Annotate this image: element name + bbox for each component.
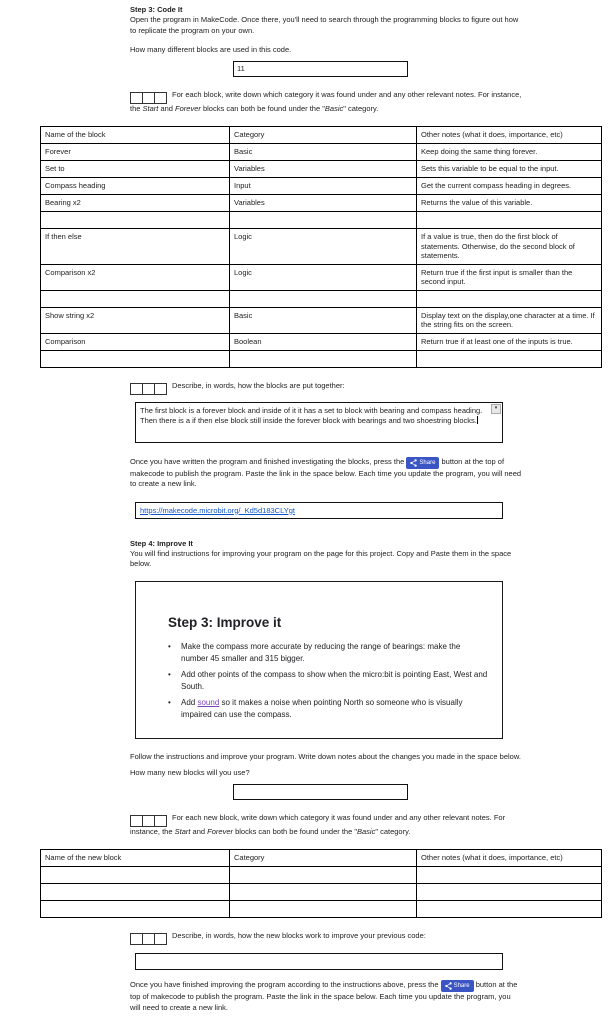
rubric-checkbox-trio [130,815,166,827]
bullet-icon: • [168,697,171,707]
cell-notes[interactable]: Get the current compass heading in degrees. [417,178,602,195]
cell-notes[interactable] [417,350,602,367]
share-icon [445,982,452,990]
share-button-label: Share [419,459,436,466]
describe-new-input[interactable] [135,953,503,970]
table-row [41,307,602,333]
sound-link[interactable]: sound [197,697,220,707]
rubric-checkbox-trio [130,383,166,395]
col-header: Other notes (what it does, importance, etc) [417,127,602,144]
table-header-row [41,127,602,144]
rubric-checkbox-cell[interactable] [154,383,167,395]
cell-notes[interactable]: Sets this variable to be equal to the input. [417,161,602,178]
cell-name[interactable]: Comparison x2 [41,264,230,290]
step4-title: Step 4: Improve It [130,538,193,548]
new-blocks-table [40,849,602,918]
table-row-empty [41,884,602,901]
cell-category[interactable] [230,867,417,884]
cell-category[interactable]: Variables [230,161,417,178]
cell-name[interactable]: Comparison [41,333,230,350]
share-paragraph-1: Once you have written the program and finished investigating the blocks, press the Share button at the top of makecode to publish the program. Paste the link in the space below. Each time you update the program, you will need to create a new link. [130,456,522,488]
cell-name[interactable] [41,901,230,918]
new-blocks-question: How many new blocks will you use? [130,768,250,777]
cell-name[interactable] [41,884,230,901]
share-button[interactable] [406,457,439,469]
cell-name[interactable]: Bearing x2 [41,195,230,212]
describe-prompt-row [130,381,522,395]
cell-name[interactable] [41,867,230,884]
describe-prompt: Describe, in words, how the blocks are put together: [172,380,345,390]
table-header-row [41,850,602,867]
table-row [41,264,602,290]
for-each-block-note: For each block, write down which category it was found under and any other relevant notes. For instance, the Start and Forever blocks can both be found under the "Basic" category. [130,89,522,113]
cell-notes[interactable]: Return true if at least one of the inputs is true. [417,333,602,350]
cell-category[interactable]: Input [230,178,417,195]
cell-category[interactable] [230,290,417,307]
table-row [41,229,602,265]
for-each-new-block-note: For each new block, write down which category it was found under and any other relevant notes. For instance, the Start and Forever blocks can both be found under the "Basic" category. [130,812,506,836]
text-cursor [477,416,478,424]
cell-category[interactable] [230,901,417,918]
bullet-item: • Add sound so it makes a noise when pointing North so someone who is visually impaired can use the compass. [168,697,488,722]
new-blocks-count-input[interactable] [233,784,408,800]
follow-paragraph: Follow the instructions and improve your program. Write down notes about the changes you made in the space below. [130,751,521,761]
cell-category[interactable]: Logic [230,264,417,290]
cell-name[interactable]: If then else [41,229,230,265]
cell-notes[interactable] [417,901,602,918]
bullet-item: • Make the compass more accurate by reducing the range of bearings: make the number 45 smaller and 315 bigger. [168,641,488,666]
cell-category[interactable]: Logic [230,229,417,265]
table-row [41,333,602,350]
cell-name[interactable] [41,212,230,229]
bullet-icon: • [168,641,171,651]
makecode-link[interactable]: https://makecode.microbit.org/_Kd5d183CLYgt [140,505,295,515]
table-row [41,144,602,161]
pasted-instructions-box [135,581,503,739]
cell-category[interactable]: Variables [230,195,417,212]
cell-category[interactable] [230,350,417,367]
col-header: Name of the new block [41,850,230,867]
rubric-checkbox-cell[interactable] [154,92,167,104]
col-header: Category [230,850,417,867]
blocks-table [40,126,602,368]
rubric-checkbox-cell[interactable] [154,933,167,945]
cell-notes[interactable]: Display text on the display,one character at a time. If the string fits on the screen. [417,307,602,333]
cell-category[interactable] [230,212,417,229]
pasted-heading: Step 3: Improve it [168,614,282,630]
share-button-label: Share [453,983,470,989]
describe-textarea[interactable] [135,402,503,443]
cell-notes[interactable]: Returns the value of this variable. [417,195,602,212]
cell-name[interactable]: Set to [41,161,230,178]
cell-notes[interactable] [417,212,602,229]
describe-value: The first block is a forever block and inside of it it has a set to block with bearing and compass heading. Then there is a if then else block still inside the forever block with bearings and two shoestring blocks. [140,405,483,425]
scrollbar-button-icon[interactable]: ▾ [491,404,501,414]
table-row [41,161,602,178]
bullet-icon: • [168,669,171,679]
bullet-item: • Add other points of the compass to show when the micro:bit is pointing East, West and South. [168,669,488,694]
table-row-empty [41,212,602,229]
col-header: Name of the block [41,127,230,144]
cell-name[interactable]: Forever [41,144,230,161]
share-paragraph-2: Once you have finished improving the program according to the instructions above, press the Share button at the top of makecode to publish the program. Paste the link in the space below. Each time you update the program, you will need to create a new link. [130,980,518,1012]
cell-notes[interactable] [417,290,602,307]
cell-notes[interactable] [417,867,602,884]
cell-name[interactable] [41,350,230,367]
blocks-count-input[interactable]: 11 [233,61,408,77]
col-header: Other notes (what it does, importance, etc) [417,850,602,867]
describe-new-prompt: Describe, in words, how the new blocks work to improve your previous code: [172,931,426,940]
makecode-link-box[interactable] [135,502,503,519]
table-row [41,178,602,195]
cell-category[interactable] [230,884,417,901]
cell-name[interactable]: Compass heading [41,178,230,195]
share-icon [410,459,417,467]
table-row-empty [41,350,602,367]
rubric-checkbox-trio [130,933,166,945]
cell-name[interactable] [41,290,230,307]
table-row-empty [41,867,602,884]
share-button[interactable] [441,980,474,992]
step3-intro: Open the program in MakeCode. Once there, you'll need to search through the programming blocks to figure out how to replicate the program on your own. [130,15,519,35]
cell-notes[interactable]: Keep doing the same thing forever. [417,144,602,161]
cell-category[interactable]: Basic [230,144,417,161]
cell-notes[interactable] [417,884,602,901]
rubric-checkbox-cell[interactable] [154,815,167,827]
blocks-count-question: How many different blocks are used in this code. [130,45,292,54]
step3-title: Step 3: Code It [130,5,183,14]
cell-name[interactable]: Show string x2 [41,307,230,333]
step4-intro: You will find instructions for improving your program on the page for this project. Copy and Paste them in the space below. [130,548,512,568]
describe-new-prompt-row [130,931,522,945]
col-header: Category [230,127,417,144]
rubric-checkbox-trio [130,92,166,104]
cell-category[interactable]: Basic [230,307,417,333]
cell-notes[interactable]: If a value is true, then do the first block of statements. Otherwise, do the second block of statements. [417,229,602,265]
cell-category[interactable]: Boolean [230,333,417,350]
cell-notes[interactable]: Return true if the first input is smaller than the second input. [417,264,602,290]
table-row [41,195,602,212]
table-row-empty [41,901,602,918]
table-row-empty [41,290,602,307]
